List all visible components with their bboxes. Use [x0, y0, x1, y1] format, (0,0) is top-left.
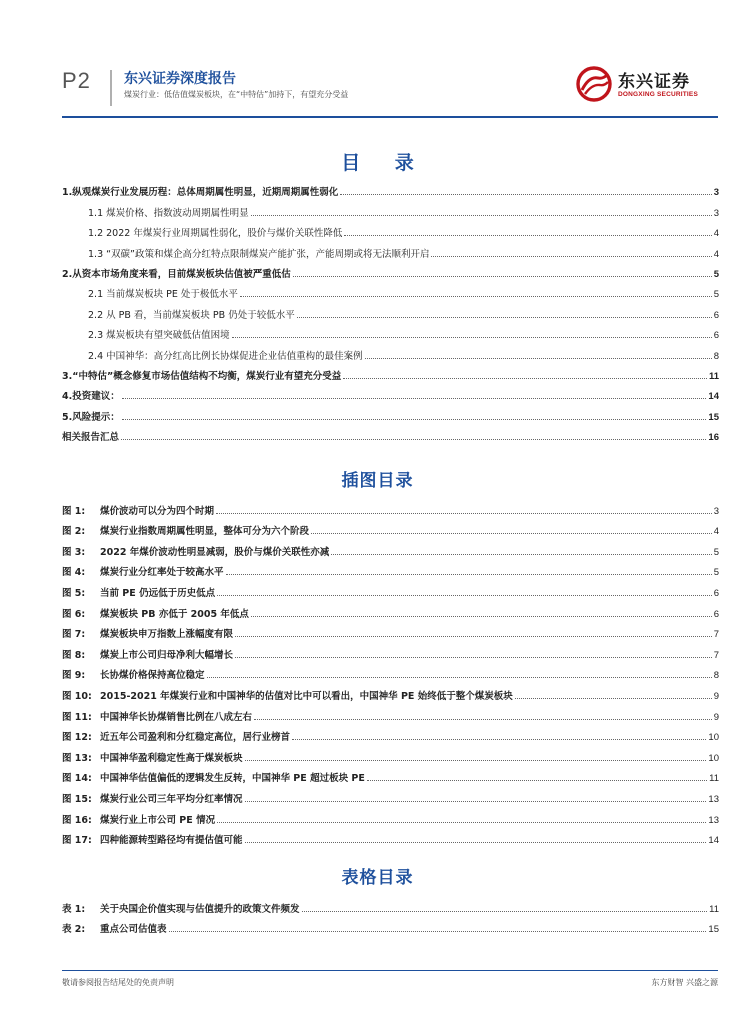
entry-label: [62, 626, 233, 640]
entry-label: [62, 388, 120, 402]
dot-leader: [245, 760, 707, 761]
entry-caption: 图 6:: [62, 608, 86, 620]
dot-leader: [297, 317, 712, 318]
dot-leader: [121, 439, 706, 440]
entry-label: [62, 750, 243, 764]
entry-caption: 图 17:: [62, 835, 92, 847]
toc-entry[interactable]: [62, 805, 719, 826]
entry-page-number: 5: [713, 567, 719, 579]
entry-text: 近五年公司盈利和分红稳定高位，居行业榜首: [100, 732, 291, 744]
entry-caption: 图 15:: [62, 793, 92, 805]
dot-leader: [245, 801, 707, 802]
entry-label: [62, 544, 329, 558]
entry-text: 四种能源转型路径均有提估值可能: [100, 835, 243, 847]
entry-page-number: 4: [713, 228, 719, 240]
logo-mark-icon: [576, 66, 612, 102]
page-number: P2: [62, 68, 91, 93]
toc-entry[interactable]: [62, 178, 719, 198]
toc-entry[interactable]: [62, 496, 719, 517]
entry-text: 煤价波动可以分为四个时期: [100, 505, 215, 517]
entry-label: [62, 266, 291, 280]
entry-text: 4.投资建议：: [62, 391, 120, 403]
entry-label: [62, 791, 243, 805]
dot-leader: [217, 595, 712, 596]
toc-entry[interactable]: [62, 239, 719, 259]
toc-entry[interactable]: [62, 826, 719, 847]
dot-leader: [302, 911, 708, 912]
dot-leader: [235, 636, 712, 637]
entry-page-number: 8: [713, 350, 719, 362]
entry-caption: 图 4:: [62, 567, 86, 579]
entry-text: 煤炭上市公司归母净利大幅增长: [100, 649, 234, 661]
entry-page-number: 6: [713, 309, 719, 321]
toc-entry[interactable]: [62, 743, 719, 764]
toc-entry[interactable]: [62, 300, 719, 320]
report-brand-title: 东兴证券深度报告: [124, 71, 236, 87]
entry-text: 2.从资本市场角度来看，目前煤炭板块估值被严重低估: [62, 268, 291, 280]
toc-entry[interactable]: [62, 362, 719, 382]
dot-leader: [240, 296, 712, 297]
tables-title: 表格目录: [341, 868, 414, 888]
dot-leader: [235, 657, 712, 658]
dot-leader: [340, 194, 711, 195]
toc-list: [62, 178, 719, 443]
entry-caption: 图 10:: [62, 690, 92, 702]
entry-caption: 图 5:: [62, 587, 86, 599]
entry-label: [62, 348, 363, 362]
toc-entry[interactable]: [62, 661, 719, 682]
logo-chinese-name: 东兴证券: [618, 72, 690, 92]
entry-page-number: 13: [708, 814, 719, 826]
entry-caption: 图 11:: [62, 711, 92, 723]
entry-text: 当前 PE 仍远低于历史低点: [100, 587, 216, 599]
entry-label: [62, 585, 215, 599]
entry-text: 1.2 2022 年煤炭行业周期属性弱化，股价与煤价关联性降低: [88, 228, 343, 240]
dot-leader: [515, 698, 712, 699]
entry-page-number: 3: [713, 505, 719, 517]
entry-text: 1.1 煤炭价格、指数波动周期属性明显: [88, 207, 249, 219]
entry-page-number: 6: [713, 587, 719, 599]
entry-page-number: 4: [713, 248, 719, 260]
entry-caption: 图 7:: [62, 629, 86, 641]
entry-caption: 表 2:: [62, 924, 86, 936]
dot-leader: [169, 931, 707, 932]
entry-label: [62, 901, 300, 915]
dot-leader: [311, 533, 712, 534]
toc-entry[interactable]: [62, 681, 719, 702]
toc-entry[interactable]: [62, 341, 719, 361]
toc-title: 目 录: [341, 152, 428, 174]
toc-entry[interactable]: [62, 640, 719, 661]
entry-text: 煤炭板块申万指数上涨幅度有限: [100, 629, 234, 641]
entry-page-number: 15: [708, 924, 719, 936]
dot-leader: [232, 337, 712, 338]
header-rule: [62, 116, 718, 118]
dot-leader: [245, 842, 707, 843]
entry-page-number: 10: [708, 752, 719, 764]
entry-caption: 图 2:: [62, 526, 86, 538]
entry-caption: 图 12:: [62, 732, 92, 744]
entry-caption: 图 14:: [62, 773, 92, 785]
entry-text: 中国神华估值偏低的逻辑发生反转，中国神华 PE 超过板块 PE: [100, 773, 365, 785]
toc-entry[interactable]: [62, 382, 719, 402]
entry-label: [62, 429, 119, 443]
table-list: [62, 894, 719, 935]
entry-label: [62, 812, 215, 826]
entry-label: [62, 606, 249, 620]
toc-entry[interactable]: [62, 198, 719, 218]
entry-caption: 图 8:: [62, 649, 86, 661]
footer-rule: [62, 970, 718, 971]
footer-slogan: 东方财智 兴盛之源: [651, 978, 718, 987]
entry-page-number: 15: [708, 411, 719, 423]
header-divider: [110, 70, 112, 106]
entry-label: [62, 667, 205, 681]
entry-label: [62, 307, 295, 321]
dot-leader: [122, 398, 707, 399]
entry-caption: 图 3:: [62, 546, 86, 558]
toc-entry[interactable]: [62, 321, 719, 341]
entry-caption: 图 13:: [62, 752, 92, 764]
dot-leader: [292, 739, 706, 740]
entry-label: [62, 503, 214, 517]
entry-caption: 图 16:: [62, 814, 92, 826]
entry-text: 2.4 中国神华：高分红高比例长协煤促进企业估值重构的最佳案例: [88, 350, 363, 362]
entry-page-number: 6: [713, 330, 719, 342]
dot-leader: [367, 780, 707, 781]
toc-entry[interactable]: [62, 894, 719, 915]
entry-page-number: 5: [713, 546, 719, 558]
toc-entry[interactable]: [62, 723, 719, 744]
entry-page-number: 14: [708, 835, 719, 847]
entry-text: 重点公司估值表: [100, 924, 167, 936]
toc-entry[interactable]: [62, 537, 719, 558]
entry-label: [62, 246, 429, 260]
entry-page-number: 7: [713, 649, 719, 661]
entry-text: 5.风险提示：: [62, 411, 120, 423]
entry-text: 2.2 从 PB 看，当前煤炭板块 PB 仍处于较低水平: [88, 309, 295, 321]
report-subtitle: 煤炭行业：低估值煤炭板块，在“中特估”加持下，有望充分受益: [124, 90, 349, 99]
entry-text: 煤炭板块 PB 亦低于 2005 年低点: [100, 608, 249, 620]
dot-leader: [344, 235, 711, 236]
entry-text: 1.3 “双碳”政策和煤企高分红特点限制煤炭产能扩张，产能周期或将无法顺利开启: [88, 248, 430, 260]
toc-entry[interactable]: [62, 784, 719, 805]
dot-leader: [431, 256, 711, 257]
entry-page-number: 11: [708, 370, 719, 382]
figures-title: 插图目录: [341, 471, 414, 491]
entry-page-number: 5: [713, 289, 719, 301]
entry-text: 中国神华盈利稳定性高于煤炭板块: [100, 752, 243, 764]
entry-label: [62, 729, 290, 743]
entry-page-number: 8: [713, 670, 719, 682]
dot-leader: [293, 276, 712, 277]
company-logo: [576, 66, 716, 108]
logo-english-name: DONGXING SECURITIES: [618, 91, 699, 98]
footer-disclaimer: 敬请参阅报告结尾处的免责声明: [62, 978, 174, 987]
entry-label: [62, 327, 230, 341]
entry-label: [62, 286, 238, 300]
toc-entry[interactable]: [62, 402, 719, 422]
entry-text: 中国神华长协煤销售比例在八成左右: [100, 711, 253, 723]
entry-text: 煤炭行业上市公司 PE 情况: [100, 814, 216, 826]
entry-page-number: 9: [713, 690, 719, 702]
toc-entry[interactable]: [62, 558, 719, 579]
entry-text: 煤炭行业分红率处于较高水平: [100, 567, 224, 579]
entry-page-number: 4: [713, 526, 719, 538]
dot-leader: [254, 719, 712, 720]
toc-entry[interactable]: [62, 915, 719, 936]
entry-caption: 图 9:: [62, 670, 86, 682]
dot-leader: [251, 215, 712, 216]
toc-entry[interactable]: [62, 423, 719, 443]
toc-entry[interactable]: [62, 578, 719, 599]
dot-leader: [365, 358, 712, 359]
dot-leader: [226, 574, 712, 575]
dot-leader: [251, 616, 712, 617]
entry-label: [62, 409, 120, 423]
entry-page-number: 11: [709, 903, 719, 915]
entry-text: 2015-2021 年煤炭行业和中国神华的估值对比中可以看出，中国神华 PE 始终低于整个煤炭板块: [100, 690, 513, 702]
entry-label: [62, 709, 252, 723]
entry-page-number: 9: [713, 711, 719, 723]
entry-page-number: 16: [708, 432, 719, 444]
dot-leader: [343, 378, 707, 379]
entry-text: 3.“中特估”概念修复市场估值结构不均衡，煤炭行业有望充分受益: [62, 370, 342, 382]
entry-page-number: 13: [708, 793, 719, 805]
dot-leader: [216, 513, 712, 514]
entry-text: 2.3 煤炭板块有望突破低估值困境: [88, 330, 230, 342]
toc-entry[interactable]: [62, 620, 719, 641]
toc-entry[interactable]: [62, 219, 719, 239]
entry-caption: 图 1:: [62, 505, 86, 517]
entry-page-number: 10: [708, 732, 719, 744]
entry-label: [62, 205, 249, 219]
dot-leader: [122, 419, 707, 420]
dot-leader: [207, 677, 712, 678]
entry-label: [62, 564, 224, 578]
entry-text: 关于央国企价值实现与估值提升的政策文件频发: [100, 903, 300, 915]
entry-label: [62, 832, 243, 846]
entry-text: 2.1 当前煤炭板块 PE 处于极低水平: [88, 289, 238, 301]
page-header: [0, 0, 755, 120]
entry-page-number: 11: [709, 773, 719, 785]
toc-entry[interactable]: [62, 517, 719, 538]
entry-text: 煤炭行业公司三年平均分红率情况: [100, 793, 243, 805]
entry-label: [62, 184, 338, 198]
entry-label: [62, 688, 513, 702]
entry-page-number: 14: [708, 391, 719, 403]
entry-label: [62, 523, 309, 537]
toc-entry[interactable]: [62, 280, 719, 300]
entry-text: 长协煤价格保持高位稳定: [100, 670, 205, 682]
entry-text: 煤炭行业指数周期属性明显，整体可分为六个阶段: [100, 526, 310, 538]
entry-page-number: 3: [713, 187, 719, 199]
entry-text: 相关报告汇总: [62, 432, 120, 444]
entry-page-number: 3: [713, 207, 719, 219]
dot-leader: [217, 822, 706, 823]
entry-page-number: 5: [713, 268, 719, 280]
dot-leader: [331, 554, 711, 555]
entry-label: [62, 647, 233, 661]
entry-caption: 表 1:: [62, 903, 86, 915]
toc-entry[interactable]: [62, 764, 719, 785]
toc-entry[interactable]: [62, 702, 719, 723]
figure-list: [62, 496, 719, 846]
entry-label: [62, 225, 342, 239]
entry-page-number: 7: [713, 629, 719, 641]
entry-text: 2022 年煤价波动性明显减弱，股价与煤价关联性亦减: [100, 546, 330, 558]
toc-entry[interactable]: [62, 260, 719, 280]
entry-page-number: 6: [713, 608, 719, 620]
entry-label: [62, 770, 365, 784]
entry-text: 1.纵观煤炭行业发展历程：总体周期属性明显，近期周期属性弱化: [62, 187, 339, 199]
toc-entry[interactable]: [62, 599, 719, 620]
entry-label: [62, 368, 341, 382]
entry-label: [62, 921, 167, 935]
